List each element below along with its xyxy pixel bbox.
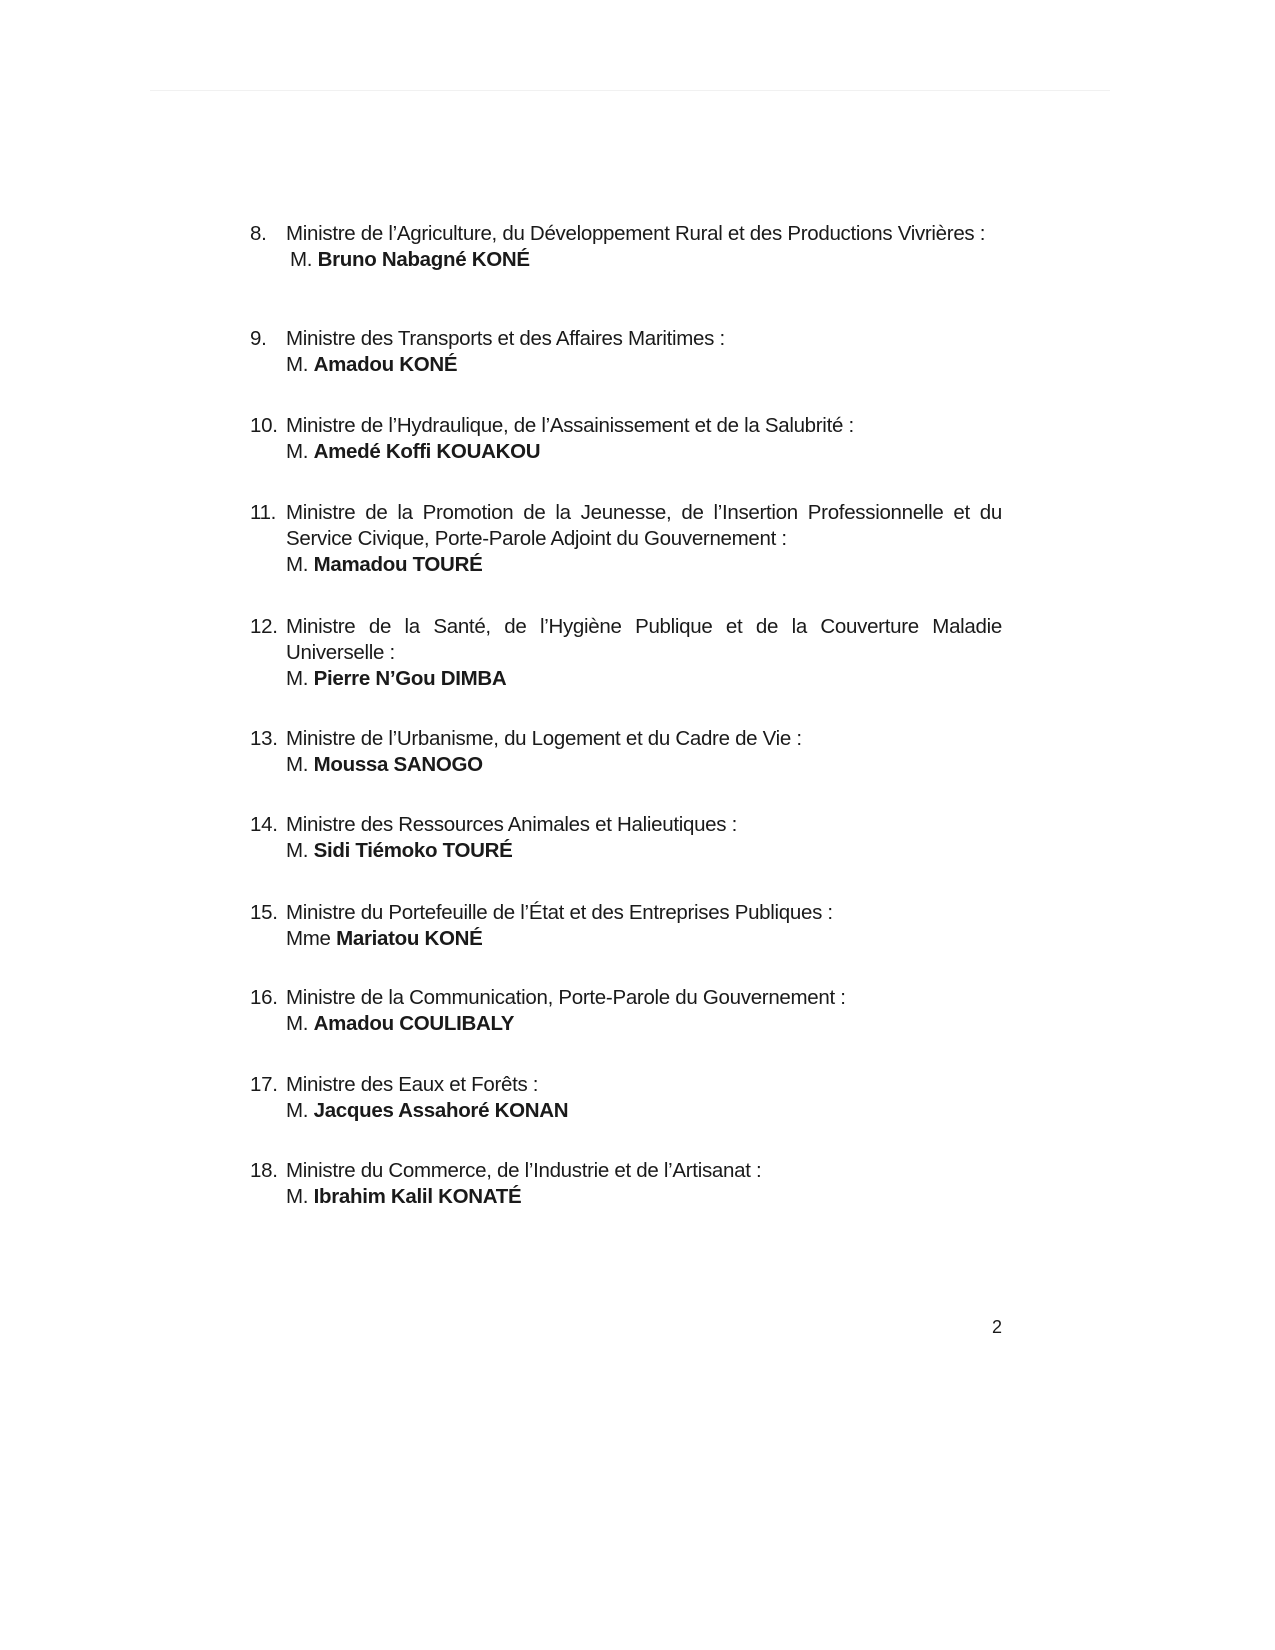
ministry-title: Ministre du Portefeuille de l’État et des Entreprises Publiques : [286, 901, 833, 924]
item-number: 8. [250, 222, 267, 245]
minister-name [286, 666, 1002, 692]
list-item [250, 614, 1002, 692]
item-number: 13. [250, 727, 278, 750]
name-prefix: Mme [286, 927, 331, 950]
name-text: Bruno Nabagné KONÉ [317, 248, 530, 271]
list-item [250, 1072, 1002, 1124]
list-item [250, 985, 1002, 1037]
name-text: Amedé Koffi KOUAKOU [313, 440, 541, 463]
ministry-title: Ministre de l’Urbanisme, du Logement et du Cadre de Vie : [286, 727, 802, 750]
item-number: 10. [250, 414, 278, 437]
name-prefix: M. [286, 753, 309, 776]
ministry-title: Ministre du Commerce, de l’Industrie et de l’Artisanat : [286, 1159, 762, 1182]
name-prefix: M. [286, 1099, 309, 1122]
list-item [250, 812, 1002, 864]
minister-name [286, 752, 1002, 778]
page-number: 2 [992, 1317, 1003, 1337]
minister-name [286, 838, 1002, 864]
ministry-title: Ministre des Ressources Animales et Halieutiques : [286, 813, 738, 836]
ministry-title: Ministre de l’Agriculture, du Développement Rural et des Productions Vivrières : [286, 222, 986, 245]
item-number: 15. [250, 901, 278, 924]
ministry-title: Ministre des Eaux et Forêts : [286, 1073, 539, 1096]
ministry-title: Ministre des Transports et des Affaires Maritimes : [286, 327, 725, 350]
list-item [250, 900, 1002, 952]
minister-name [286, 352, 1002, 378]
name-text: Mamadou TOURÉ [313, 553, 483, 576]
name-text: Moussa SANOGO [313, 753, 483, 776]
name-prefix: M. [286, 1012, 309, 1035]
item-number: 14. [250, 813, 278, 836]
name-prefix: M. [286, 839, 309, 862]
name-text: Sidi Tiémoko TOURÉ [313, 839, 513, 862]
item-number: 11. [250, 501, 277, 524]
item-number: 16. [250, 986, 278, 1009]
list-item [250, 726, 1002, 778]
scan-edge-line [150, 90, 1110, 91]
list-item [250, 221, 1002, 273]
ministry-title: Ministre de l’Hydraulique, de l’Assainissement et de la Salubrité : [286, 414, 854, 437]
name-prefix: M. [286, 553, 309, 576]
minister-name [290, 247, 1002, 273]
name-text: Pierre N’Gou DIMBA [313, 667, 507, 690]
ministry-title: Ministre de la Promotion de la Jeunesse, de l’Insertion Professionnelle et du Service Civique, Porte-Parole Adjoint du Gouvernement : [286, 501, 1002, 550]
minister-name [286, 1098, 1002, 1124]
name-text: Jacques Assahoré KONAN [313, 1099, 569, 1122]
item-number: 12. [250, 615, 278, 638]
item-number: 17. [250, 1073, 278, 1096]
item-number: 18. [250, 1159, 278, 1182]
name-prefix: M. [286, 440, 309, 463]
ministry-title: Ministre de la Santé, de l’Hygiène Publique et de la Couverture Maladie Universelle : [286, 615, 1002, 664]
name-text: Mariatou KONÉ [336, 927, 483, 950]
name-prefix: M. [286, 1185, 309, 1208]
name-prefix: M. [286, 353, 309, 376]
minister-name [286, 926, 1002, 952]
name-prefix: M. [286, 667, 309, 690]
item-number: 9. [250, 327, 267, 350]
name-text: Ibrahim Kalil KONATÉ [313, 1185, 522, 1208]
minister-name [286, 1184, 1002, 1210]
ministry-title: Ministre de la Communication, Porte-Parole du Gouvernement : [286, 986, 846, 1009]
minister-name [286, 439, 1002, 465]
list-item [250, 326, 1002, 378]
minister-name [286, 552, 1002, 578]
list-item [250, 500, 1002, 578]
name-text: Amadou COULIBALY [313, 1012, 515, 1035]
list-item [250, 1158, 1002, 1210]
list-item [250, 413, 1002, 465]
name-prefix: M. [290, 248, 313, 271]
minister-name [286, 1011, 1002, 1037]
name-text: Amadou KONÉ [313, 353, 458, 376]
